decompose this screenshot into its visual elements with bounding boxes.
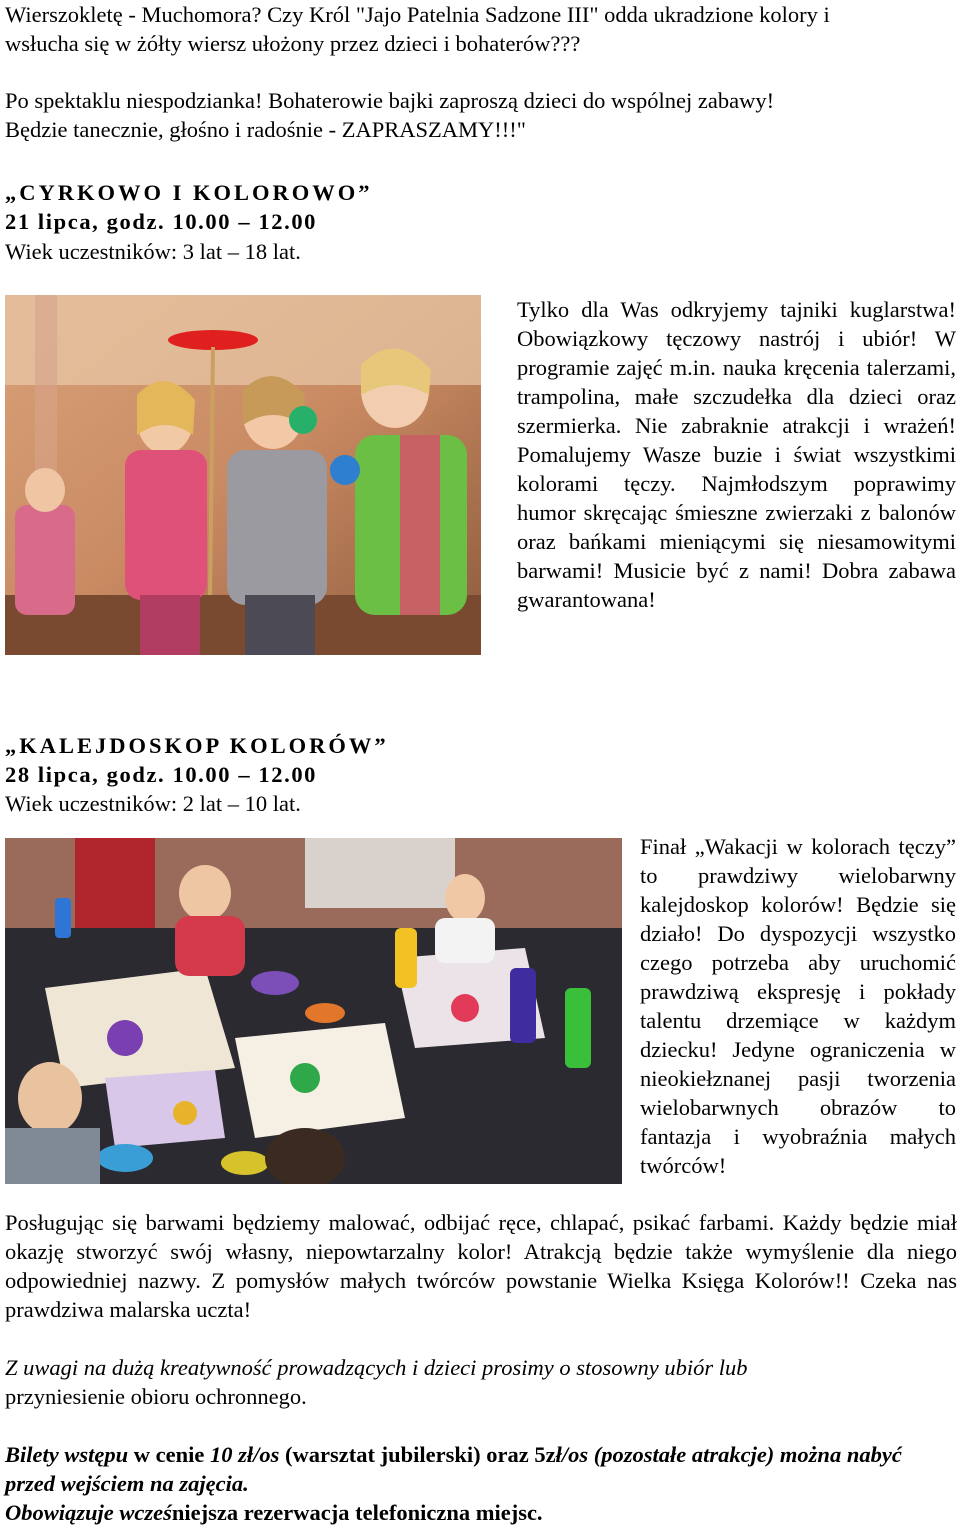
juggling-children-photo — [5, 295, 481, 655]
event1-description: Tylko dla Was odkryjemy tajniki kuglarstwa! Obowiązkowy tęczowy nastrój i ubiór! W programie zajęć m.in. nauka kręcenia talerzami, trampolina, małe szczudełka dla dzieci oraz szermierka. Nie zabraknie atrakcji i wrażeń! Pomalujemy Wasze buzie i świat wszystkimi kolorami tęczy. Najmłodszym poprawimy humor skręcając śmieszne zwierzaki z balonów oraz bańkami mieniącymi się niesamowitymi barwami! Musicie być z nami! Dobra zabawa gwarantowana! — [517, 297, 956, 612]
painting-children-photo — [5, 838, 622, 1184]
event2-age: Wiek uczestników: 2 lat – 10 lat. — [5, 791, 301, 816]
reservation-note — [5, 1498, 543, 1527]
intro-line-2: wsłucha się w żółty wiersz ułożony przez dzieci i bohaterów??? — [5, 31, 581, 56]
event1-age: Wiek uczestników: 3 lat – 18 lat. — [5, 239, 301, 264]
event1-date: 21 lipca, godz. 10.00 – 12.00 — [5, 209, 318, 234]
tickets-part6: (pozostałe atrakcje) można nabyć przed wejściem na zajęcia. — [5, 1442, 902, 1496]
note-italic-text: Z uwagi na dużą kreatywność prowadzących i dzieci prosimy o stosowny ubiór lub — [5, 1355, 748, 1380]
event1-title: „CYRKOWO I KOLOROWO” — [5, 180, 373, 205]
event2-description-full: Posługując się barwami będziemy malować, odbijać ręce, chlapać, psikać farbami. Każdy będzie miał okazję stworzyć swój własny, niepowtarzalny kolor! Atrakcją będzie także wymyślenie dla niego odpowiedniej nazwy. Z pomysłów małych twórców powstanie Wielka Księga Kolorów!! Czeka nas prawdziwa malarska uczta! — [5, 1210, 957, 1322]
tickets-part2: w cenie — [128, 1442, 210, 1467]
reservation-part1: Obowiązuje wcześ — [5, 1500, 172, 1525]
intro-line-1: Wierszokletę - Muchomora? Czy Król "Jajo Patelnia Sadzone III" odda ukradzione kolory i — [5, 2, 830, 27]
tickets-part4: (warsztat jubilerski) oraz 5z — [279, 1442, 556, 1467]
note-plain: przyniesienie obioru ochronnego. — [5, 1384, 307, 1409]
reservation-part2: niejsza rezerwacja telefoniczna miejsc. — [171, 1500, 543, 1525]
event2-date: 28 lipca, godz. 10.00 – 12.00 — [5, 762, 318, 787]
event2-title: „KALEJDOSKOP KOLORÓW” — [5, 733, 389, 758]
note-italic — [5, 1353, 747, 1382]
tickets-info — [5, 1440, 957, 1498]
intro-line-3: Po spektaklu niespodzianka! Bohaterowie bajki zaproszą dzieci do wspólnej zabawy! — [5, 88, 775, 113]
intro-line-4: Będzie tanecznie, głośno i radośnie - ZAPRASZAMY!!!" — [5, 117, 526, 142]
tickets-part1: Bilety wstępu — [5, 1442, 129, 1467]
tickets-part3: 10 zł/os — [209, 1442, 280, 1467]
event2-description-side: Finał „Wakacji w kolorach tęczy” to prawdziwy wielobarwny kalejdoskop kolorów! Będzie się działo! Do dyspozycji wszystko czego potrzeba aby uruchomić prawdziwą ekspresję i pokłady talentu drzemiące w każdym dziecku! Jedyne ograniczenia w nieokiełznanej pasji tworzenia wielobarwnych obrazów to fantazja i wyobraźnia małych twórców! — [640, 834, 956, 1178]
tickets-part5: ł/os — [555, 1442, 589, 1467]
